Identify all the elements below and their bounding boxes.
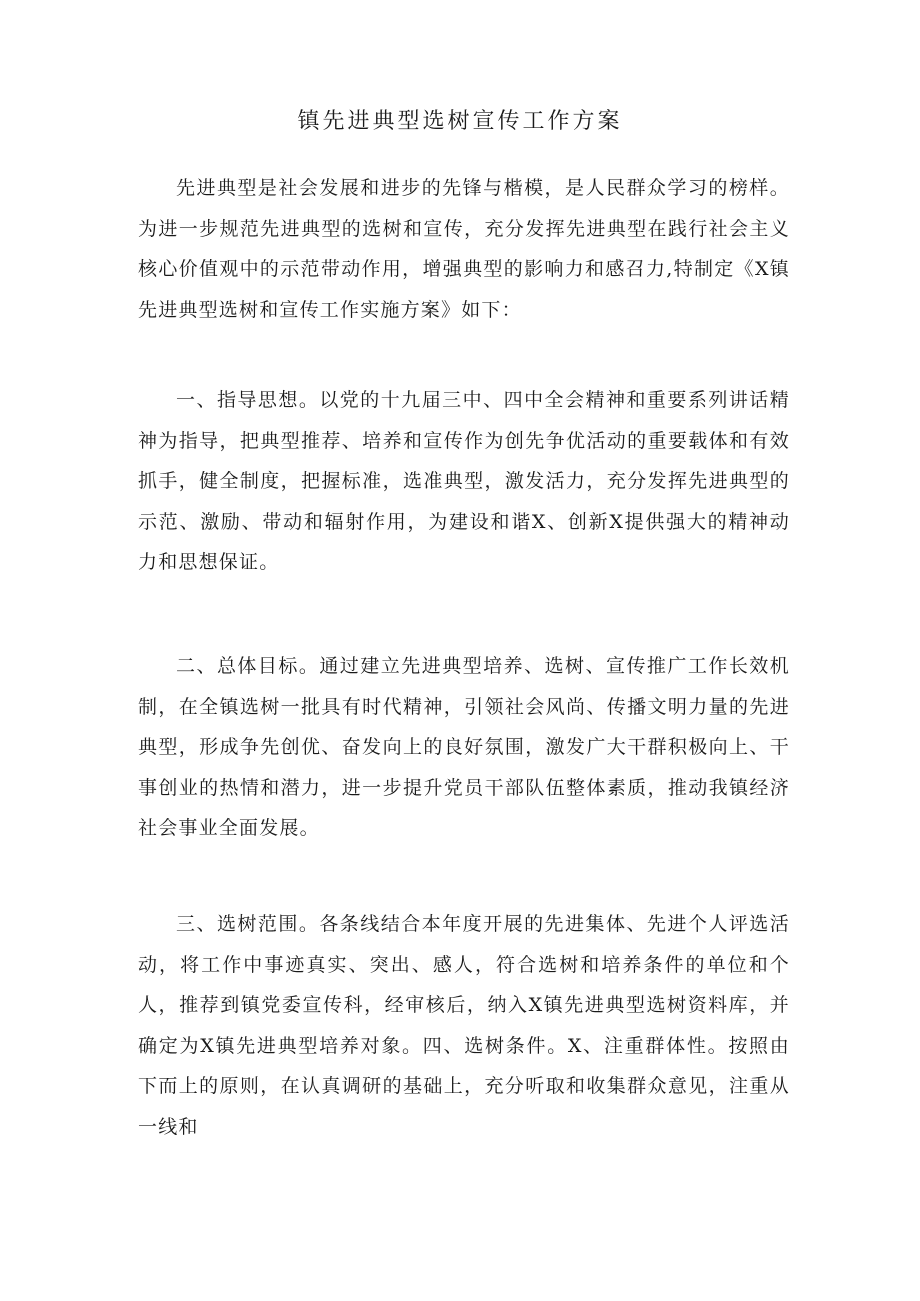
guiding-ideology-paragraph: 一、指导思想。以党的十九届三中、四中全会精神和重要系列讲话精神为指导，把典型推荐、培养和宣传作为创先争优活动的重要载体和有效抓手，健全制度，把握标准，选准典型，激发活力，充分发挥先进典型的示范、激励、带动和辐射作用，为建设和谐X、创新X提供强大的精神动力和思想保证。: [138, 389, 790, 573]
intro-paragraph: 先进典型是社会发展和进步的先锋与楷模，是人民群众学习的榜样。为进一步规范先进典型的选树和宣传，充分发挥先进典型在践行社会主义核心价值观中的示范带动作用，增强典型的影响力和感召力,特制定《X镇先进典型选树和宣传工作实施方案》如下：: [138, 177, 790, 321]
selection-scope-paragraph: 三、选树范围。各条线结合本年度开展的先进集体、先进个人评选活动，将工作中事迹真实、突出、感人，符合选树和培养条件的单位和个人，推荐到镇党委宣传科，经审核后，纳入X镇先进典型选树资料库，并确定为X镇先进典型培养对象。四、选树条件。X、注重群体性。按照由下而上的原则，在认真调研的基础上，充分听取和收集群众意见，注重从一线和: [138, 913, 790, 1138]
document-title: 镇先进典型选树宣传工作方案: [297, 109, 623, 134]
overall-goal-paragraph: 二、总体目标。通过建立先进典型培养、选树、宣传推广工作长效机制，在全镇选树一批具有时代精神，引领社会风尚、传播文明力量的先进典型，形成争先创优、奋发向上的良好氛围，激发广大干群积极向上、干事创业的热情和潜力，进一步提升党员干部队伍整体素质，推动我镇经济社会事业全面发展。: [138, 655, 790, 839]
